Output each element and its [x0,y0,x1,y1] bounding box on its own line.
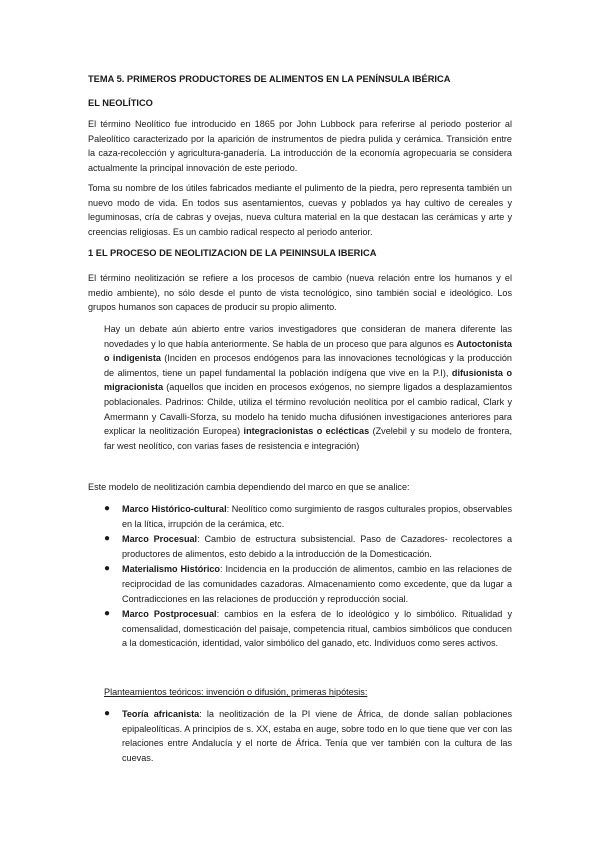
term-difusionista: difusionista o migracionista [104,367,513,393]
bullet-icon: ● [104,708,111,719]
subheading-planteamientos: Planteamientos teóricos: invención o difusión, primeras hipótesis: [104,687,368,697]
list-item-text: : la neolitización de la PI viene de África, de donde salían poblaciones epipaleolíticas. A principios de s. XX, estaba en auge, sobre todo en lo que tiene que ver con las relaciones entre Andalucía y el norte de África. Tenía que ver también con la cultura de las cuevas. [122,709,512,763]
paragraph-neolitico-definition: El término Neolítico fue introducido en 1865 por John Lubbock para referirse al periodo posterior al Paleolítico caracterizado por la aparición de instrumentos de piedra pulida y cerámica. Transición entre la caza-recolección y agricultura-ganadería. La introducción de la economía agropecuaria se considera actualmente la principal innovación de este periodo. [88,119,512,173]
list-item-text: : cambios en la esfera de lo ideológico y lo simbólico. Ritualidad y comensalidad, domesticación del paisaje, competencia ritual, cambios simbólicos que conducen a la domesticación, identidad, valor simbólico del ganado, etc. Individuos como seres activos. [122,609,512,649]
paragraph-debate [104,322,512,453]
debate-text-3: (aquellos que inciden en procesos exógenos, no siempre ligados a desplazamientos poblacionales. Padrinos: Childe, utiliza el término revolución neolítica por el cambio radical, Clark y Amermann y Cavalli-Sforza, su modelo ha tenido mucha difusiónen investigaciones anteriores para explicar la neolitización Europea) [104,382,512,437]
marcos-list [104,502,512,652]
debate-text-4: (Zvelebil y su modelo de frontera, far west neolítico, con varias fases de resistencia e integración) [104,426,512,451]
list-item-label: Marco Histórico-cultural [122,504,227,514]
list-item [104,562,512,606]
list-item [104,502,512,531]
list-item-label: Materialismo Histórico [122,564,220,575]
list-item [104,532,512,561]
list-item-label: Marco Procesual [122,534,198,545]
debate-text-1: Hay un debate aún abierto entre varios investigadores que consideran de manera diferente las novedades y lo que había anteriormente. Se habla de un proceso que para algunos es [104,324,512,349]
paragraph-list-intro: Este modelo de neolitización cambia dependiendo del marco en que se analice: [88,482,410,492]
list-item-text: : Neolítico como surgimiento de rasgos culturales propios, observables en la lítica, irrupción de la cerámica, etc. [122,504,512,529]
bullet-icon: ● [104,608,111,620]
bullet-icon: ● [104,503,111,514]
list-item-label: Teoría africanista [122,709,200,719]
debate-text-2: (Inciden en procesos endógenos para las innovaciones tecnológicas y la producción de alimentos, tiene un papel fundamental la población indígena que vive en la P.I), [104,353,512,378]
term-autoctonista: Autoctonista o indigenista [104,338,512,364]
teorias-list [104,707,512,766]
section-heading-neolitico: EL NEOLÍTICO [88,98,153,108]
list-item [104,707,512,765]
term-integracionistas: integracionistas o eclécticas [243,426,370,437]
paragraph-neolitizacion-definition: El término neolitización se refiere a los procesos de cambio (nueva relación entre los humanos y el medio ambiente), no sólo desde el punto de vista tecnológico, sino también social e ideológico. Los grupos humanos son capaces de producir su propio alimento. [88,273,512,313]
list-item [104,607,512,651]
bullet-icon: ● [104,533,111,545]
document-title: TEMA 5. PRIMEROS PRODUCTORES DE ALIMENTOS EN LA PENÍNSULA IBÉRICA [88,74,451,84]
list-item-text: : Cambio de estructura subsistencial. Paso de Cazadores- recolectores a productores de alimentos, esto debido a la introducción de la Domesticación. [122,534,512,559]
list-item-text: : Incidencia en la producción de alimentos, cambio en las relaciones de reciprocidad de las comunidades cazadoras. Almacenamiento como excedente, que da lugar a Contradicciones en las relaciones de producción y reproducción social. [122,564,512,604]
bullet-icon: ● [104,563,111,575]
section-heading-neolitizacion: 1 EL PROCESO DE NEOLITIZACION DE LA PEININSULA IBERICA [88,248,377,258]
list-item-label: Marco Postprocesual [122,609,217,620]
paragraph-neolitico-name: Toma su nombre de los útiles fabricados mediante el pulimento de la piedra, pero representa también un nuevo modo de vida. En todos sus asentamientos, cuevas y poblados ya hay cultivo de cereales y leguminosas, cría de cabras y ovejas, nueva cultura material en la que destacan las cerámicas y arte y creencias religiosas. Es un cambio radical respecto al periodo anterior. [88,183,512,237]
